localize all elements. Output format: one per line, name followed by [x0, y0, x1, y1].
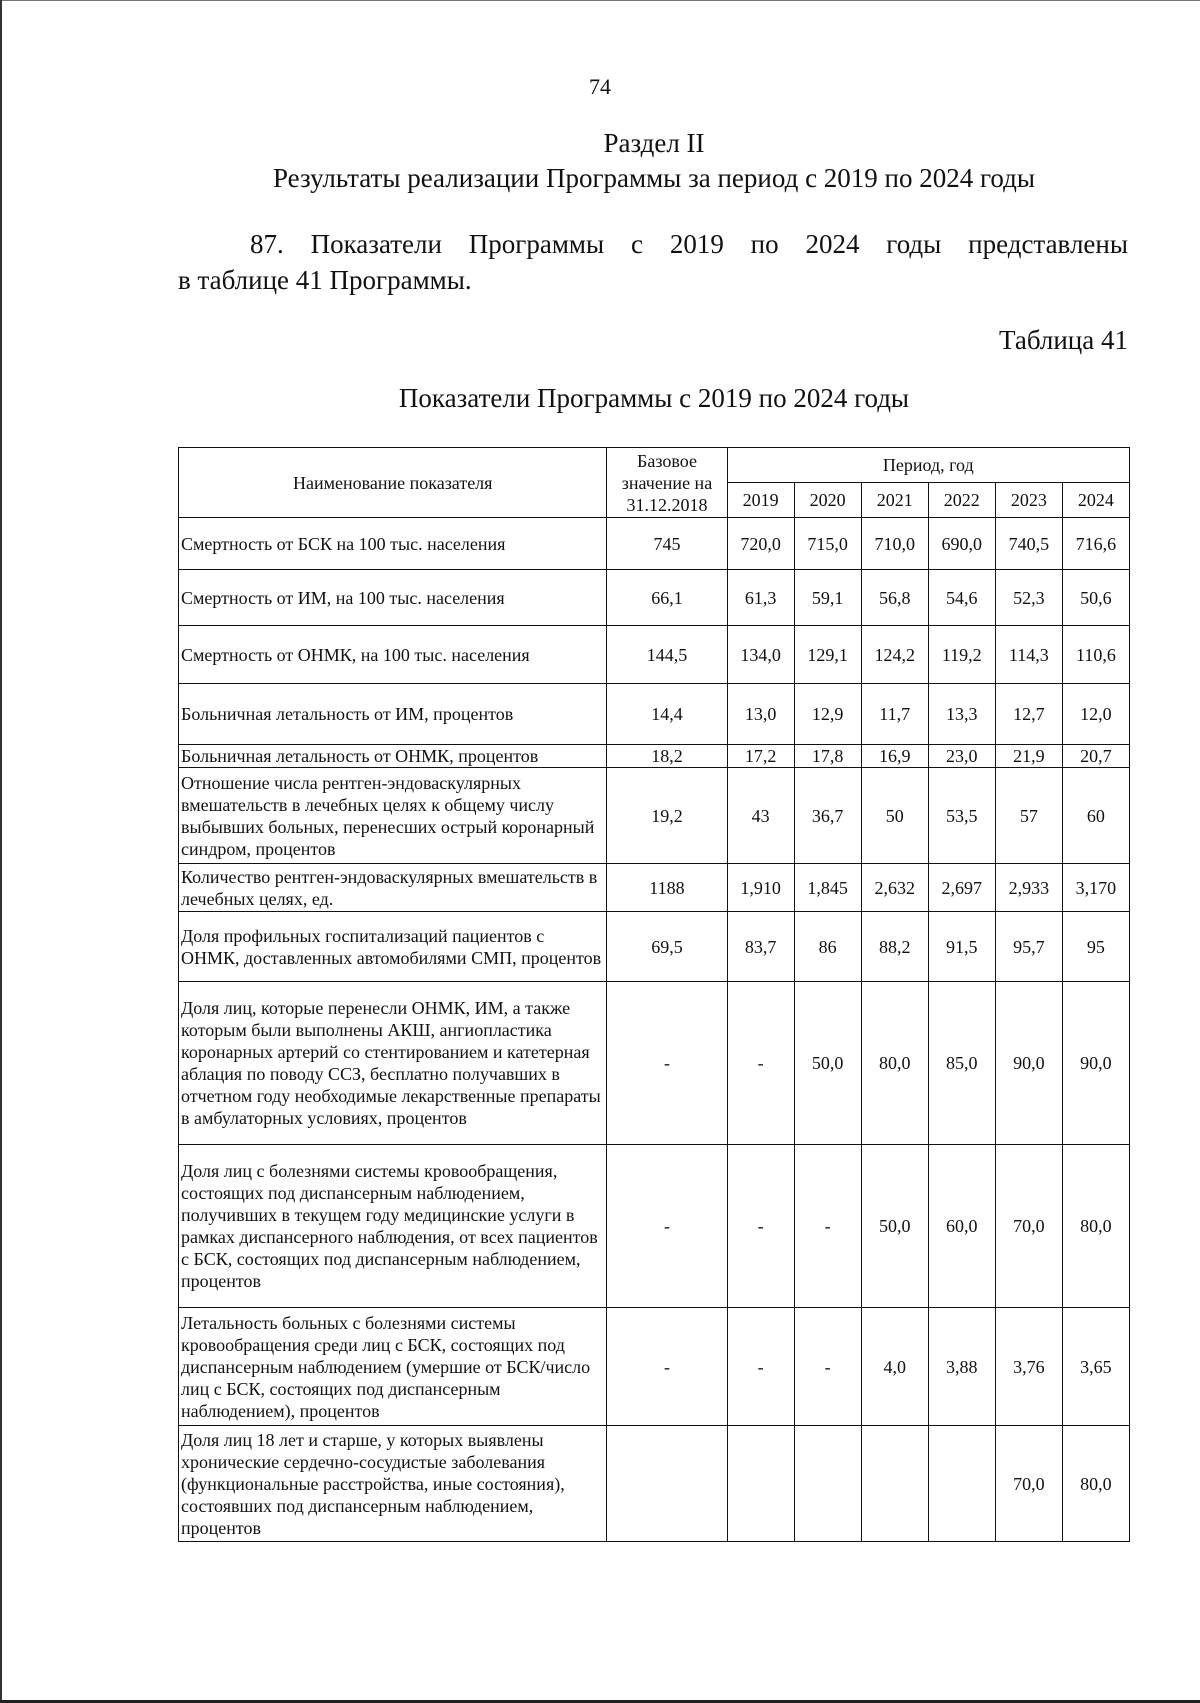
- year-value: -: [727, 982, 794, 1145]
- year-value: 110,6: [1062, 626, 1129, 684]
- section-subtitle: Результаты реализации Программы за период с 2019 по 2024 годы: [273, 163, 1035, 193]
- year-value: 3,170: [1062, 864, 1129, 912]
- base-value: 1188: [607, 864, 727, 912]
- year-value: 11,7: [861, 684, 928, 745]
- year-value: 1,845: [794, 864, 861, 912]
- year-value: 13,3: [928, 684, 995, 745]
- header-year: 2022: [928, 483, 995, 518]
- year-value: -: [794, 1308, 861, 1426]
- year-value: 12,0: [1062, 684, 1129, 745]
- year-value: 20,7: [1062, 745, 1129, 768]
- year-value: 715,0: [794, 518, 861, 570]
- year-value: 4,0: [861, 1308, 928, 1426]
- year-value: 129,1: [794, 626, 861, 684]
- year-value: 3,76: [995, 1308, 1062, 1426]
- indicator-name: Больничная летальность от ОНМК, процентов: [179, 745, 607, 768]
- year-value: -: [794, 1145, 861, 1308]
- header-period: Период, год: [727, 448, 1129, 483]
- year-value: 60: [1062, 768, 1129, 864]
- year-value: 1,910: [727, 864, 794, 912]
- year-value: 2,697: [928, 864, 995, 912]
- year-value: 50,0: [794, 982, 861, 1145]
- header-year: 2019: [727, 483, 794, 518]
- year-value: [727, 1426, 794, 1542]
- base-value: 745: [607, 518, 727, 570]
- year-value: 50,6: [1062, 570, 1129, 626]
- year-value: 80,0: [1062, 1145, 1129, 1308]
- paragraph-line-1: 87. Показатели Программы с 2019 по 2024 годы представлены: [250, 229, 1128, 259]
- base-value: -: [607, 1308, 727, 1426]
- year-value: 95,7: [995, 912, 1062, 982]
- year-value: 716,6: [1062, 518, 1129, 570]
- year-value: 70,0: [995, 1145, 1062, 1308]
- indicator-name: Количество рентген-эндоваскулярных вмешательств в лечебных целях, ед.: [179, 864, 607, 912]
- header-year: 2021: [861, 483, 928, 518]
- year-value: 91,5: [928, 912, 995, 982]
- table-row: [179, 768, 1130, 864]
- indicator-name: Смертность от БСК на 100 тыс. населения: [179, 518, 607, 570]
- year-value: 61,3: [727, 570, 794, 626]
- table-label: Таблица 41: [999, 325, 1128, 355]
- base-value: 18,2: [607, 745, 727, 768]
- year-value: 16,9: [861, 745, 928, 768]
- year-value: 85,0: [928, 982, 995, 1145]
- indicator-name: Доля лиц, которые перенесли ОНМК, ИМ, а также которым были выполнены АКШ, ангиопластика коронарных артерий со стентированием и катетерная аблация по поводу ССЗ, бесплатно получавших в отчетном году необходимые лекарственные препараты в амбулаторных условиях, процентов: [179, 982, 607, 1145]
- base-value: 19,2: [607, 768, 727, 864]
- year-value: 119,2: [928, 626, 995, 684]
- table-row: [179, 1145, 1130, 1308]
- table-row: [179, 745, 1130, 768]
- year-value: 36,7: [794, 768, 861, 864]
- year-value: 95: [1062, 912, 1129, 982]
- year-value: 52,3: [995, 570, 1062, 626]
- year-value: 53,5: [928, 768, 995, 864]
- year-value: 17,8: [794, 745, 861, 768]
- base-value: 144,5: [607, 626, 727, 684]
- year-value: 80,0: [861, 982, 928, 1145]
- table-row: [179, 864, 1130, 912]
- base-value: 66,1: [607, 570, 727, 626]
- year-value: 54,6: [928, 570, 995, 626]
- year-value: 59,1: [794, 570, 861, 626]
- indicator-name: Смертность от ИМ, на 100 тыс. населения: [179, 570, 607, 626]
- year-value: 90,0: [1062, 982, 1129, 1145]
- header-year: 2023: [995, 483, 1062, 518]
- page-top-edge: [0, 0, 1200, 1]
- year-value: 3,65: [1062, 1308, 1129, 1426]
- indicator-name: Отношение числа рентген-эндоваскулярных вмешательств в лечебных целях к общему числу выбывших больных, перенесших острый коронарный синдром, процентов: [179, 768, 607, 864]
- base-value: -: [607, 1145, 727, 1308]
- year-value: 88,2: [861, 912, 928, 982]
- page-number: 74: [589, 74, 611, 99]
- base-value: [607, 1426, 727, 1542]
- year-value: 17,2: [727, 745, 794, 768]
- year-value: 740,5: [995, 518, 1062, 570]
- year-value: 720,0: [727, 518, 794, 570]
- year-value: 80,0: [1062, 1426, 1129, 1542]
- table-row: [179, 570, 1130, 626]
- year-value: 90,0: [995, 982, 1062, 1145]
- header-year: 2024: [1062, 483, 1129, 518]
- page-left-edge: [0, 0, 2, 1703]
- year-value: 124,2: [861, 626, 928, 684]
- year-value: 134,0: [727, 626, 794, 684]
- table-row: [179, 518, 1130, 570]
- year-value: 690,0: [928, 518, 995, 570]
- paragraph-line-2: в таблице 41 Программы.: [178, 265, 472, 295]
- year-value: 13,0: [727, 684, 794, 745]
- header-base-value: Базовое значение на 31.12.2018: [607, 448, 727, 518]
- table-row: [179, 982, 1130, 1145]
- indicator-name: Больничная летальность от ИМ, процентов: [179, 684, 607, 745]
- indicator-name: Доля лиц с болезнями системы кровообращения, состоящих под диспансерным наблюдением, получивших в текущем году медицинские услуги в рамках диспансерного наблюдения, от всех пациентов с БСК, состоящих под диспансерным наблюдением, процентов: [179, 1145, 607, 1308]
- table-row: [179, 684, 1130, 745]
- table-row: [179, 1426, 1130, 1542]
- header-year: 2020: [794, 483, 861, 518]
- indicators-table: [178, 447, 1130, 1542]
- year-value: 21,9: [995, 745, 1062, 768]
- year-value: 60,0: [928, 1145, 995, 1308]
- year-value: 3,88: [928, 1308, 995, 1426]
- year-value: -: [727, 1145, 794, 1308]
- body-paragraph: [178, 226, 1128, 298]
- year-value: [794, 1426, 861, 1542]
- table-row: [179, 1308, 1130, 1426]
- year-value: 43: [727, 768, 794, 864]
- year-value: 83,7: [727, 912, 794, 982]
- indicator-name: Доля лиц 18 лет и старше, у которых выявлены хронические сердечно-сосудистые заболевания (функциональные расстройства, иные состояния), состоявших под диспансерным наблюдением, процентов: [179, 1426, 607, 1542]
- base-value: -: [607, 982, 727, 1145]
- year-value: 12,9: [794, 684, 861, 745]
- year-value: 12,7: [995, 684, 1062, 745]
- table-row: [179, 912, 1130, 982]
- year-value: 2,933: [995, 864, 1062, 912]
- year-value: 57: [995, 768, 1062, 864]
- year-value: 2,632: [861, 864, 928, 912]
- year-value: 50,0: [861, 1145, 928, 1308]
- year-value: 70,0: [995, 1426, 1062, 1542]
- indicator-name: Летальность больных с болезнями системы кровообращения среди лиц с БСК, состоящих под диспансерным наблюдением (умершие от БСК/число лиц с БСК, состоящих под диспансерным наблюдением), процентов: [179, 1308, 607, 1426]
- year-value: -: [727, 1308, 794, 1426]
- year-value: [861, 1426, 928, 1542]
- year-value: 86: [794, 912, 861, 982]
- indicator-name: Доля профильных госпитализаций пациентов с ОНМК, доставленных автомобилями СМП, процентов: [179, 912, 607, 982]
- year-value: 710,0: [861, 518, 928, 570]
- table-row: [179, 626, 1130, 684]
- year-value: 114,3: [995, 626, 1062, 684]
- year-value: [928, 1426, 995, 1542]
- table-title: Показатели Программы с 2019 по 2024 годы: [398, 383, 910, 413]
- section-title: Раздел II: [603, 128, 705, 158]
- base-value: 69,5: [607, 912, 727, 982]
- year-value: 23,0: [928, 745, 995, 768]
- year-value: 56,8: [861, 570, 928, 626]
- indicator-name: Смертность от ОНМК, на 100 тыс. населения: [179, 626, 607, 684]
- header-indicator-name: Наименование показателя: [179, 448, 607, 518]
- base-value: 14,4: [607, 684, 727, 745]
- year-value: 50: [861, 768, 928, 864]
